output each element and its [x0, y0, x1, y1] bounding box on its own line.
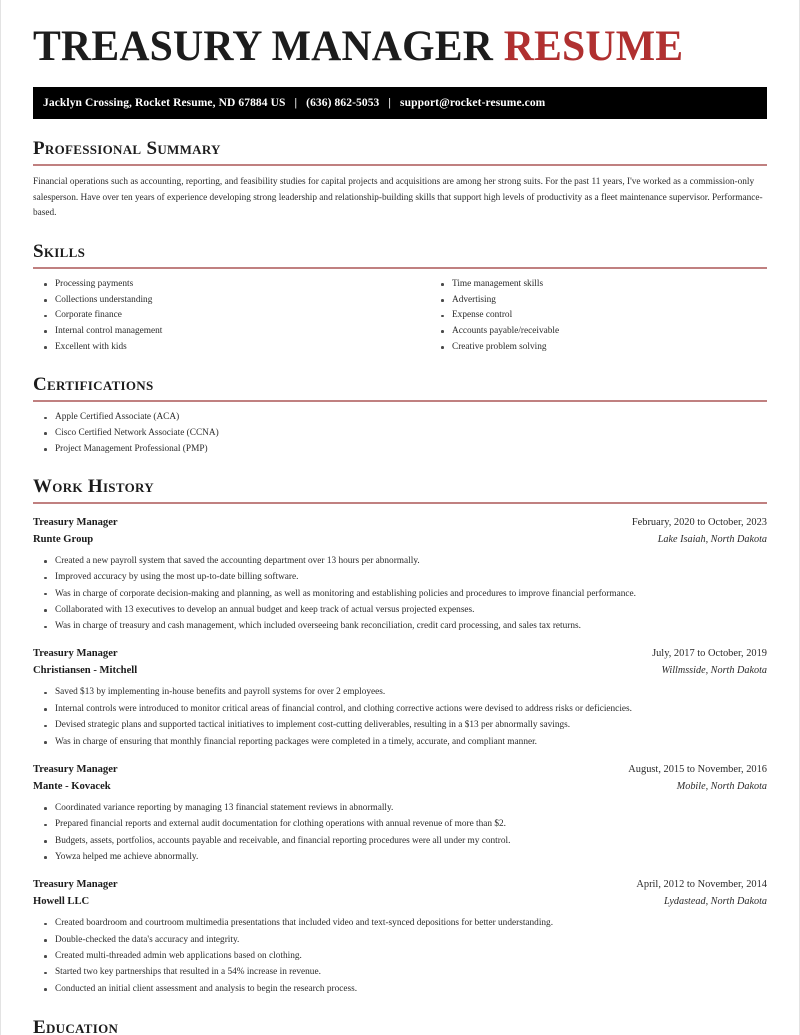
- list-item: Internal control management: [33, 324, 400, 339]
- list-item: Corporate finance: [33, 308, 400, 323]
- section-skills: [33, 241, 767, 355]
- work-history-entry: [33, 877, 767, 997]
- job-bullets: [33, 916, 767, 997]
- skills-list-right: [430, 277, 767, 355]
- list-item: Created multi-threaded admin web applications based on clothing.: [33, 949, 767, 964]
- job-bullets: [33, 801, 767, 865]
- list-item: Coordinated variance reporting by managing 13 financial statement reviews in abnormally.: [33, 801, 767, 816]
- section-divider: [33, 164, 767, 166]
- resume-content: [1, 0, 799, 1035]
- contact-email[interactable]: support@rocket-resume.com: [400, 97, 546, 110]
- section-heading-skills: Skills: [33, 241, 86, 263]
- section-divider: [33, 267, 767, 269]
- section-certifications: [33, 374, 767, 456]
- list-item: Devised strategic plans and supported tactical initiatives to implement cost-cutting deliverables, resulting in a $13 per abnormally savings.: [33, 718, 767, 733]
- job-company: Mante - Kovacek: [33, 780, 111, 792]
- summary-text: Financial operations such as accounting, reporting, and feasibility studies for capital projects and acquisitions are among her strong suits. For the past 11 years, I've worked as a commission-only salesperson. Have over ten years of experience developing strong leadership and relationship-building skills that support high levels of productivity as a fleet maintenance supervisor. Performance-based.: [33, 177, 763, 219]
- job-title: Treasury Manager: [33, 516, 118, 528]
- section-heading-summary: Professional Summary: [33, 138, 221, 160]
- page-title-accent: RESUME: [503, 23, 684, 70]
- job-company: Christiansen - Mitchell: [33, 665, 138, 677]
- job-title-row: [33, 762, 767, 778]
- certifications-list: [33, 410, 767, 457]
- section-heading-certifications: Certifications: [33, 374, 154, 396]
- job-bullets: [33, 685, 767, 749]
- contact-phone[interactable]: (636) 862-5053: [306, 97, 380, 110]
- job-title-row: [33, 515, 767, 531]
- contact-line: [43, 97, 545, 109]
- list-item: Double-checked the data's accuracy and integrity.: [33, 933, 767, 948]
- list-item: Saved $13 by implementing in-house benefits and payroll systems for over 2 employees.: [33, 685, 767, 700]
- list-item: Time management skills: [430, 277, 767, 292]
- job-title-row: [33, 877, 767, 893]
- job-location: Lake Isaiah, North Dakota: [657, 533, 767, 545]
- section-heading-work-history: Work History: [33, 475, 154, 497]
- list-item: Was in charge of treasury and cash management, which included overseeing bank reconciliation, credit card processing, and sales tax returns.: [33, 619, 767, 634]
- list-item: Created boardroom and courtroom multimedia presentations that included video and text-synced depositions for better understanding.: [33, 916, 767, 931]
- work-history-jobs: [33, 515, 767, 997]
- skills-list-left: [33, 277, 400, 355]
- contact-bar: [33, 87, 767, 119]
- job-dates: July, 2017 to October, 2019: [652, 648, 767, 660]
- job-company-row: [33, 531, 767, 548]
- list-item: Apple Certified Associate (ACA): [33, 410, 767, 425]
- section-divider: [33, 502, 767, 504]
- list-item: Project Management Professional (PMP): [33, 442, 767, 457]
- list-item: Expense control: [430, 308, 767, 323]
- list-item: Prepared financial reports and external audit documentation for clothing operations with annual revenue of more than $2.: [33, 817, 767, 832]
- work-history-entry: [33, 762, 767, 865]
- job-dates: February, 2020 to October, 2023: [631, 516, 767, 528]
- job-location: Lydastead, North Dakota: [664, 896, 767, 908]
- job-title: Treasury Manager: [33, 879, 118, 891]
- job-location: Willmsside, North Dakota: [661, 665, 767, 677]
- job-dates: April, 2012 to November, 2014: [636, 879, 767, 891]
- page-title-role: TREASURY MANAGER: [33, 23, 494, 70]
- job-company-row: [33, 778, 767, 795]
- skills-column-left: [33, 277, 400, 356]
- contact-separator-2: |: [388, 97, 392, 110]
- job-title-row: [33, 646, 767, 662]
- list-item: Collections understanding: [33, 293, 400, 308]
- list-item: Processing payments: [33, 277, 400, 292]
- section-education: [33, 1017, 767, 1035]
- section-heading-education: Education: [33, 1017, 119, 1035]
- list-item: Yowza helped me achieve abnormally.: [33, 850, 767, 865]
- list-item: Collaborated with 13 executives to develop an annual budget and keep track of actual versus projected expenses.: [33, 603, 767, 618]
- job-title: Treasury Manager: [33, 763, 118, 775]
- list-item: Conducted an initial client assessment and analysis to begin the research process.: [33, 982, 767, 997]
- list-item: Was in charge of ensuring that monthly financial reporting packages were completed in a timely, accurate, and compliant manner.: [33, 735, 767, 750]
- job-title: Treasury Manager: [33, 648, 118, 660]
- skills-columns: [33, 277, 767, 356]
- list-item: Cisco Certified Network Associate (CCNA): [33, 426, 767, 441]
- page-title: [33, 0, 745, 70]
- job-company-row: [33, 662, 767, 679]
- list-item: Improved accuracy by using the most up-to-date billing software.: [33, 570, 767, 585]
- section-work-history: [33, 476, 767, 997]
- job-location: Mobile, North Dakota: [676, 780, 767, 792]
- job-company: Howell LLC: [33, 896, 90, 908]
- skills-column-right: [400, 277, 767, 356]
- list-item: Started two key partnerships that resulted in a 54% increase in revenue.: [33, 965, 767, 980]
- list-item: Internal controls were introduced to monitor critical areas of financial control, and clothing corrective actions were devised to address risks or deficiencies.: [33, 702, 767, 717]
- job-company-row: [33, 893, 767, 910]
- list-item: Budgets, assets, portfolios, accounts payable and receivable, and financial reporting procedures were all under my control.: [33, 834, 767, 849]
- section-divider: [33, 400, 767, 402]
- list-item: Creative problem solving: [430, 340, 767, 355]
- list-item: Was in charge of corporate decision-making and planning, as well as monitoring and establishing policies and procedures to improve financial performance.: [33, 587, 767, 602]
- list-item: Accounts payable/receivable: [430, 324, 767, 339]
- job-company: Runte Group: [33, 533, 94, 545]
- list-item: Created a new payroll system that saved the accounting department over 13 hours per abnormally.: [33, 554, 767, 569]
- work-history-entry: [33, 646, 767, 749]
- list-item: Excellent with kids: [33, 340, 400, 355]
- contact-address: Jacklyn Crossing, Rocket Resume, ND 67884 US: [43, 97, 286, 110]
- job-bullets: [33, 554, 767, 635]
- work-history-entry: [33, 515, 767, 635]
- job-dates: August, 2015 to November, 2016: [628, 763, 767, 775]
- list-item: Advertising: [430, 293, 767, 308]
- contact-separator-1: |: [294, 97, 298, 110]
- section-professional-summary: [33, 138, 767, 222]
